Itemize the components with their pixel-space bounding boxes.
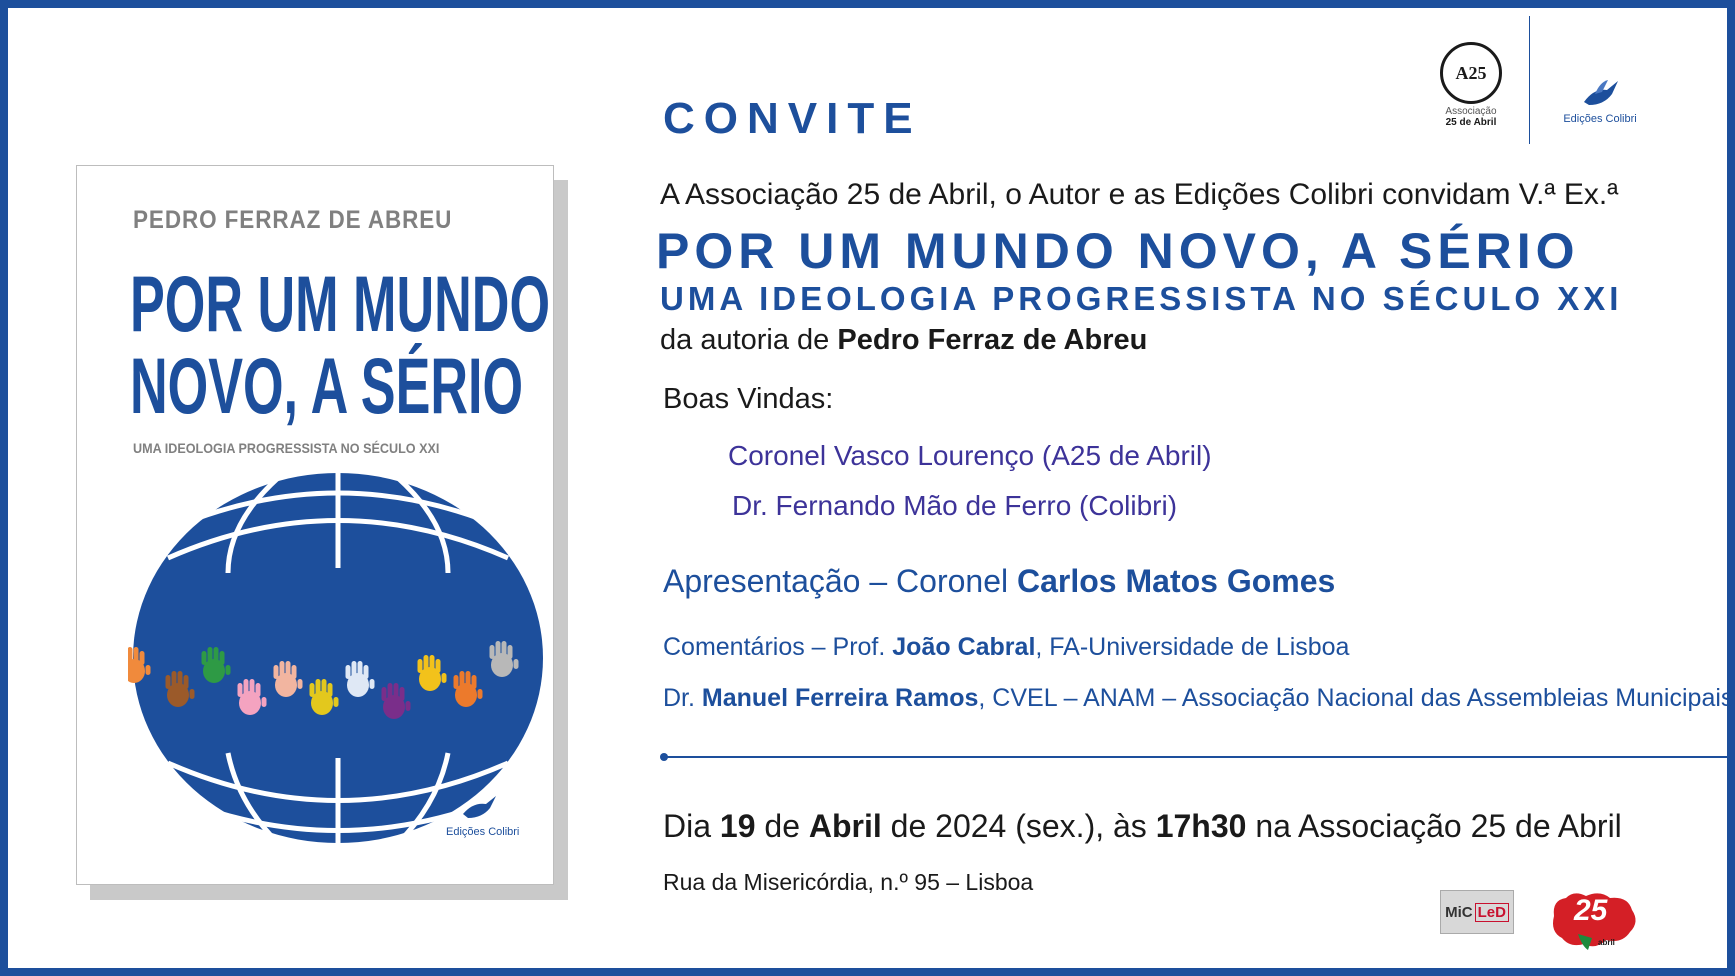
cover-publisher: Edições Colibri (446, 826, 520, 838)
assoc-logo-mark: A25 (1440, 42, 1502, 104)
micled-part2: LeD (1475, 903, 1509, 922)
micled-logo (1440, 890, 1514, 934)
presentation-prefix: Apresentação – Coronel (663, 563, 1009, 599)
authorship-line (660, 324, 1147, 357)
assoc-logo-line2: 25 de Abril (1445, 117, 1497, 128)
welcome-label: Boas Vindas: (663, 383, 834, 415)
cover-title-line1: POR UM MUNDO (130, 259, 550, 348)
cover-author: PEDRO FERRAZ DE ABREU (133, 206, 453, 234)
logo-25-caption: abril (1598, 938, 1615, 947)
comments-line (663, 633, 1349, 662)
comments-prefix: Comentários – Prof. (663, 633, 886, 661)
event-day: 19 (719, 808, 756, 844)
book-subtitle: UMA IDEOLOGIA PROGRESSISTA NO SÉCULO XXI (660, 280, 1623, 317)
event-time: 17h30 (1155, 808, 1247, 844)
date-text-2: de (764, 808, 800, 844)
invite-intro: A Associação 25 de Abril, o Autor e as Edições Colibri convidam V.ª Ex.ª (660, 178, 1619, 211)
date-text-4: na Associação 25 de Abril (1255, 808, 1622, 844)
authorship-prefix: da autoria de (660, 324, 830, 356)
welcome-speaker-1: Coronel Vasco Lourenço (A25 de Abril) (728, 440, 1212, 471)
header-logo-divider (1529, 16, 1530, 144)
presenter-name: Carlos Matos Gomes (1017, 563, 1336, 599)
event-address: Rua da Misericórdia, n.º 95 – Lisboa (663, 869, 1034, 895)
comments-suffix: , FA-Universidade de Lisboa (1035, 633, 1350, 661)
hummingbird-icon (1580, 78, 1620, 108)
micled-part1: MiC (1445, 903, 1473, 921)
cover-subtitle: UMA IDEOLOGIA PROGRESSISTA NO SÉCULO XXI (133, 440, 440, 456)
logo-25-number: 25 (1574, 894, 1608, 927)
invite-heading: CONVITE (663, 94, 922, 143)
commentator-name: João Cabral (892, 633, 1036, 661)
assoc-25-abril-logo (1436, 42, 1506, 128)
welcome-speaker-2: Dr. Fernando Mão de Ferro (Colibri) (732, 490, 1178, 521)
book-title: POR UM MUNDO NOVO, A SÉRIO (656, 223, 1580, 279)
colibri-logo (1558, 78, 1642, 125)
author-name: Pedro Ferraz de Abreu (837, 324, 1148, 356)
comments-line-2 (663, 684, 1733, 713)
date-text-1: Dia (663, 808, 712, 844)
cover-colibri-icon (458, 792, 498, 822)
cover-title-line2: NOVO, A SÉRIO (130, 341, 524, 430)
event-date-line (663, 808, 1622, 845)
comments2-prefix: Dr. (663, 684, 695, 712)
commentator2-name: Manuel Ferreira Ramos (701, 684, 979, 712)
assoc-logo-line1: Associação (1445, 106, 1497, 117)
divider-line (663, 756, 1735, 758)
comments2-suffix: , CVEL – ANAM – Associação Nacional das Assembleias Municipais (978, 684, 1734, 712)
cover-title (130, 259, 550, 430)
presentation-line (663, 563, 1335, 600)
colibri-logo-label: Edições Colibri (1563, 113, 1637, 125)
date-text-3: de 2024 (sex.), às (890, 808, 1147, 844)
event-month: Abril (808, 808, 882, 844)
